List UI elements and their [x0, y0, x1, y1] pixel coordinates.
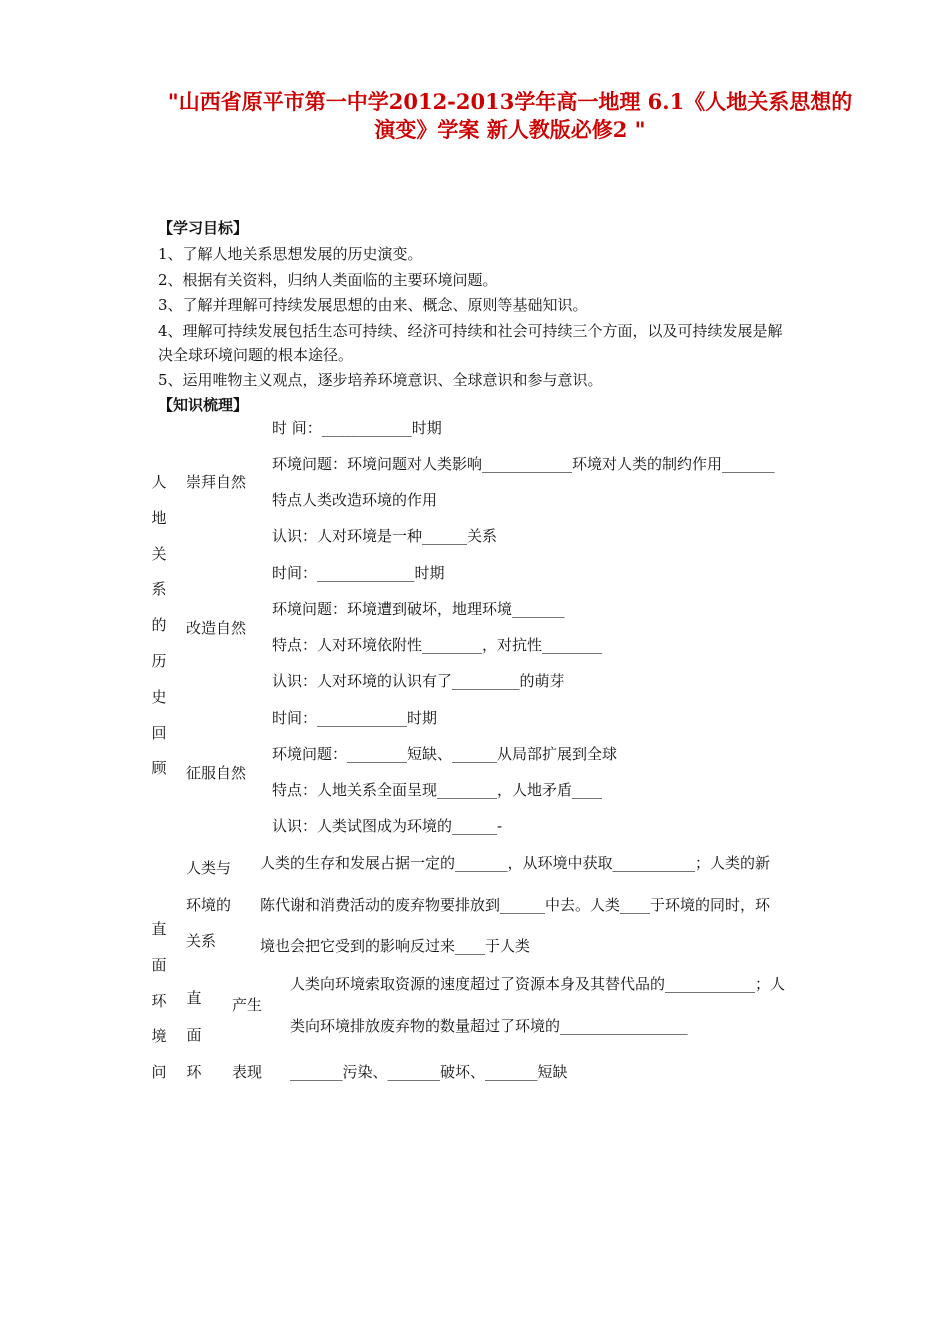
goals-heading: 【学习目标】 — [158, 219, 249, 237]
history-vertical-label — [149, 465, 169, 787]
stage-line: 认识：人类试图成为环境的______- — [272, 817, 503, 835]
stage-line: 认识：人对环境的认识有了_________的萌芽 — [272, 672, 565, 690]
relation-label-line: 环境的 — [186, 896, 232, 914]
vertical-char: 人 — [151, 473, 167, 491]
stage-line: 环境问题：________短缺、______从局部扩展到全球 — [272, 745, 618, 763]
stage-line: 环境问题：环境遭到破坏，地理环境_______ — [272, 600, 565, 618]
relation-line: 陈代谢和消费活动的废弃物要排放到______中去。人类____于环境的同时，环 — [260, 896, 771, 914]
title-line-1: "山西省原平市第一中学2012-2013学年高一地理 6.1《人地关系思想的 — [167, 89, 853, 114]
relation-label-line: 人类与 — [186, 859, 232, 877]
stage-line: 环境问题：环境问题对人类影响____________环境对人类的制约作用_______ — [272, 455, 775, 473]
title-line-2: 演变》学案 新人教版必修2 " — [374, 117, 646, 142]
goal-item: 3、了解并理解可持续发展思想的由来、概念、原则等基础知识。 — [158, 296, 588, 314]
stage-line: 时间：_____________时期 — [272, 564, 445, 582]
stage-line: 特点：人地关系全面呈现________，人地矛盾____ — [272, 781, 603, 799]
vertical-char: 史 — [151, 687, 167, 706]
vertical-char: 面 — [151, 955, 167, 974]
vertical-char: 环 — [151, 991, 167, 1010]
stage-line: 时间：____________时期 — [272, 709, 438, 727]
vertical-char: 直 — [151, 920, 167, 938]
goal-item: 4、理解可持续发展包括生态可持续、经济可持续和社会可持续三个方面，以及可持续发展是解 — [158, 322, 783, 340]
stage-name-worship: 崇拜自然 — [186, 473, 247, 491]
relation-line: 人类的生存和发展占据一定的_______，从环境中获取___________；人类的新 — [260, 854, 771, 872]
relation-line: 境也会把它受到的影响反过来____于人类 — [260, 937, 531, 955]
vertical-char: 境 — [151, 1027, 167, 1046]
vertical-char: 系 — [151, 580, 167, 599]
env-vertical-label — [149, 912, 169, 1091]
cause-line: 人类向环境索取资源的速度超过了资源本身及其替代品的____________；人 — [290, 975, 786, 993]
cause-label: 产生 — [232, 996, 263, 1014]
cause-line: 类向环境排放废弃物的数量超过了环境的_________________ — [290, 1017, 688, 1035]
goal-item: 决全球环境问题的根本途径。 — [158, 346, 354, 364]
vertical-char: 面 — [186, 1026, 202, 1044]
relation-label-line: 关系 — [186, 932, 217, 950]
stage-name-transform: 改造自然 — [186, 619, 247, 637]
goal-item: 2、根据有关资料，归纳人类面临的主要环境问题。 — [158, 271, 498, 289]
vertical-char: 回 — [151, 723, 167, 742]
vertical-char: 问 — [151, 1063, 167, 1082]
knowledge-heading: 【知识梳理】 — [158, 396, 249, 414]
stage-line: 特点：人对环境依附性________，对抗性________ — [272, 636, 603, 654]
vertical-char: 的 — [151, 616, 167, 635]
vertical-char: 顾 — [151, 759, 167, 778]
goal-item: 1、了解人地关系思想发展的历史演变。 — [158, 245, 423, 263]
vertical-char: 历 — [151, 651, 167, 670]
show-line: _______污染、_______破坏、_______短缺 — [290, 1063, 568, 1081]
env-sub-vertical-label — [184, 980, 204, 1091]
stage-line: 认识：人对环境是一种______关系 — [272, 527, 498, 545]
stage-name-conquer: 征服自然 — [186, 764, 247, 782]
show-label: 表现 — [232, 1063, 263, 1081]
vertical-char: 关 — [151, 544, 167, 563]
goal-item: 5、运用唯物主义观点，逐步培养环境意识、全球意识和参与意识。 — [158, 371, 603, 389]
stage-line: 时 间：____________时期 — [272, 419, 442, 437]
stage-line: 特点人类改造环境的作用 — [272, 491, 438, 509]
vertical-char: 环 — [186, 1063, 202, 1081]
vertical-char: 直 — [186, 989, 202, 1007]
document-title — [140, 88, 880, 144]
vertical-char: 地 — [151, 508, 167, 527]
